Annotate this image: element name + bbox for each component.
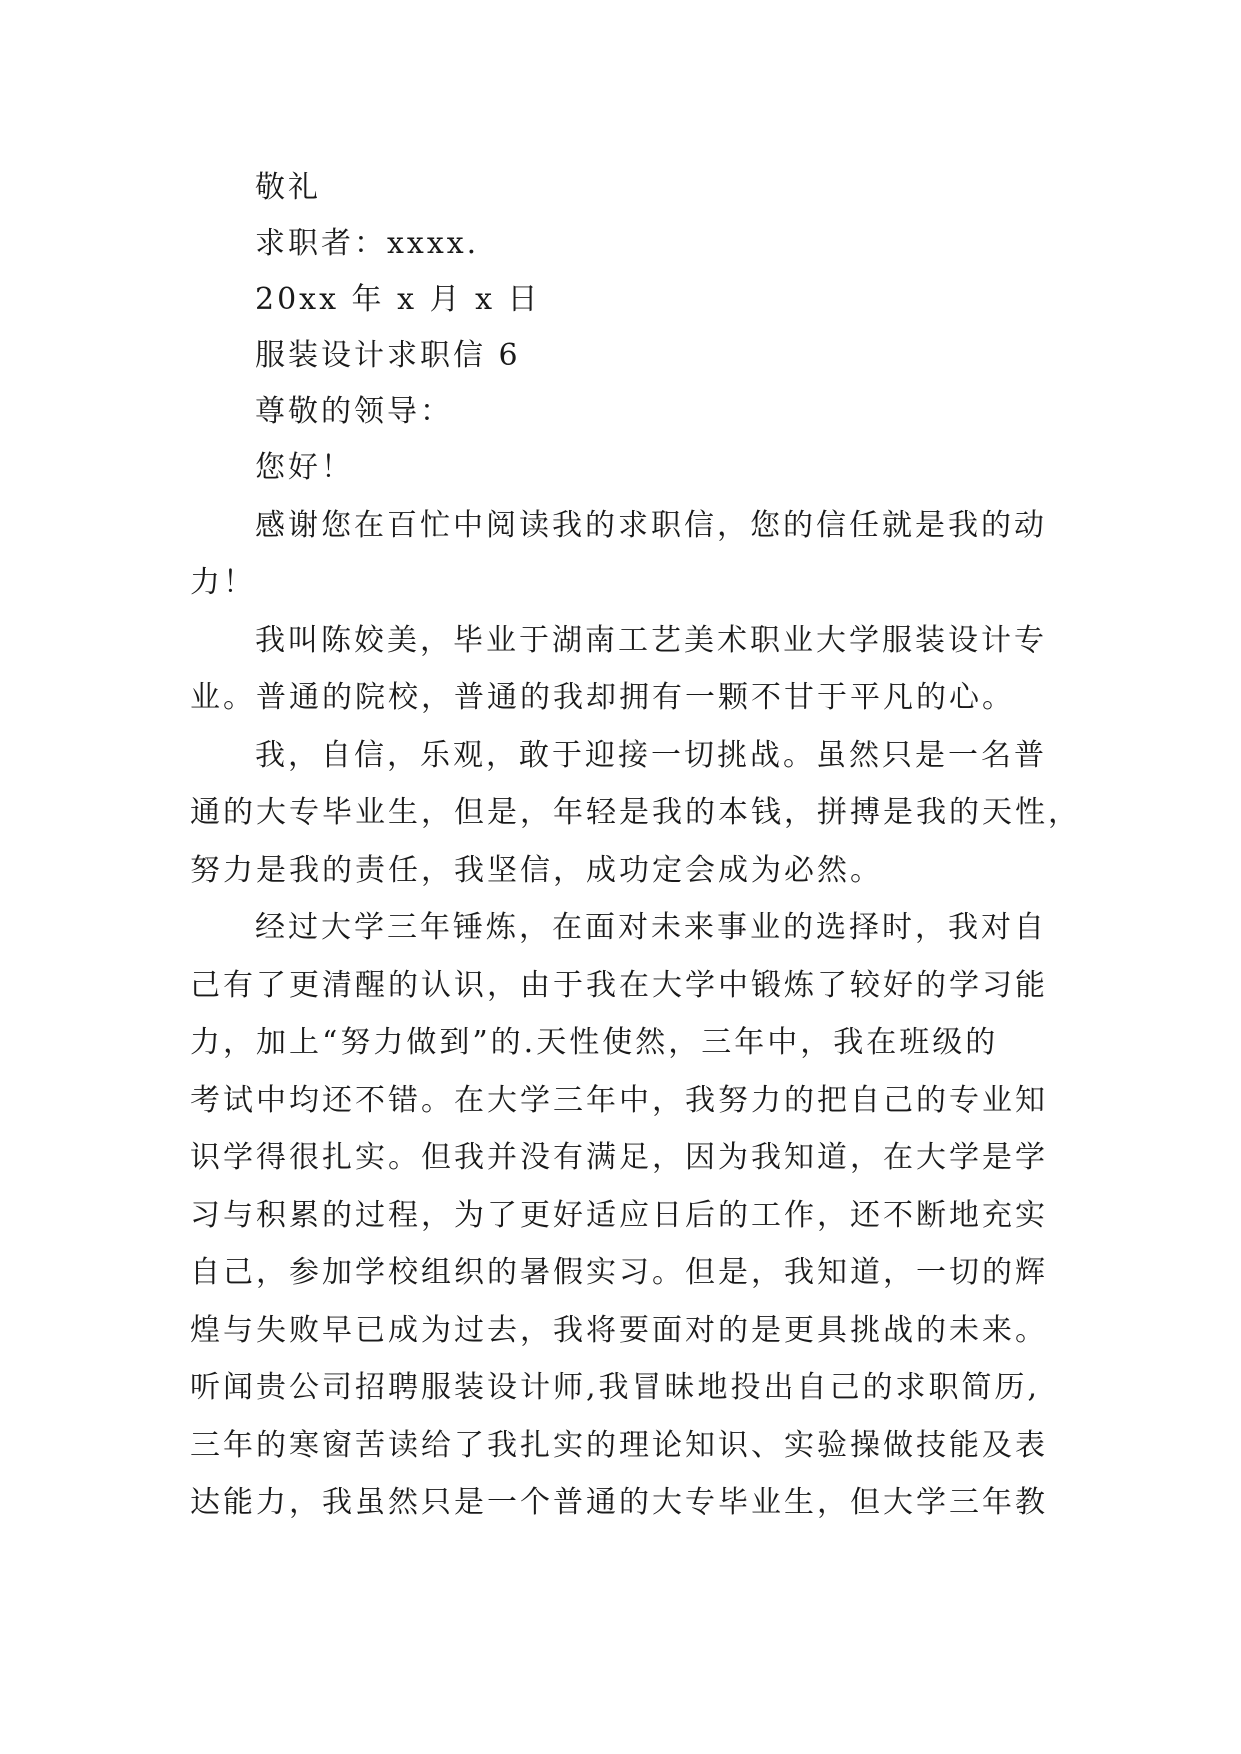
body-line: 力！ bbox=[190, 565, 256, 600]
body-line: 经过大学三年锤炼，在面对未来事业的选择时，我对自 bbox=[255, 910, 1047, 945]
greeting-recipient: 尊敬的领导： bbox=[255, 394, 453, 429]
body-line: 通的大专毕业生，但是，年轻是我的本钱，拼搏是我的天性， bbox=[190, 795, 1081, 830]
body-line: 听闻贵公司招聘服装设计师,我冒昧地投出自己的求职简历, bbox=[190, 1370, 1041, 1405]
body-line: 习与积累的过程，为了更好适应日后的工作，还不断地充实 bbox=[190, 1198, 1048, 1233]
body-line: 己有了更清醒的认识，由于我在大学中锻炼了较好的学习能 bbox=[190, 968, 1048, 1003]
applicant-signature: 求职者：xxxx. bbox=[255, 226, 480, 261]
body-line: 努力是我的责任，我坚信，成功定会成为必然。 bbox=[190, 853, 883, 888]
body-line: 我叫陈姣美，毕业于湖南工艺美术职业大学服装设计专 bbox=[255, 623, 1047, 658]
body-line: 煌与失败早已成为过去，我将要面对的是更具挑战的未来。 bbox=[190, 1313, 1048, 1348]
body-line: 感谢您在百忙中阅读我的求职信，您的信任就是我的动 bbox=[255, 508, 1047, 543]
body-line: 达能力，我虽然只是一个普通的大专毕业生，但大学三年教 bbox=[190, 1485, 1048, 1520]
letter-date: 20xx 年 x 月 x 日 bbox=[255, 282, 541, 317]
greeting-hello: 您好！ bbox=[255, 450, 354, 485]
closing-salutation: 敬礼 bbox=[255, 170, 321, 205]
body-line: 三年的寒窗苦读给了我扎实的理论知识、实验操做技能及表 bbox=[190, 1428, 1048, 1463]
body-line: 识学得很扎实。但我并没有满足，因为我知道，在大学是学 bbox=[190, 1140, 1048, 1175]
body-line: 考试中均还不错。在大学三年中，我努力的把自己的专业知 bbox=[190, 1083, 1048, 1118]
section-title: 服装设计求职信 6 bbox=[255, 338, 521, 373]
body-line: 力，加上“努力做到”的.天性使然，三年中，我在班级的 bbox=[190, 1025, 999, 1060]
body-line: 我，自信，乐观，敢于迎接一切挑战。虽然只是一名普 bbox=[255, 738, 1047, 773]
body-line: 自己，参加学校组织的暑假实习。但是，我知道，一切的辉 bbox=[190, 1255, 1048, 1290]
body-line: 业。普通的院校，普通的我却拥有一颗不甘于平凡的心。 bbox=[190, 680, 1015, 715]
